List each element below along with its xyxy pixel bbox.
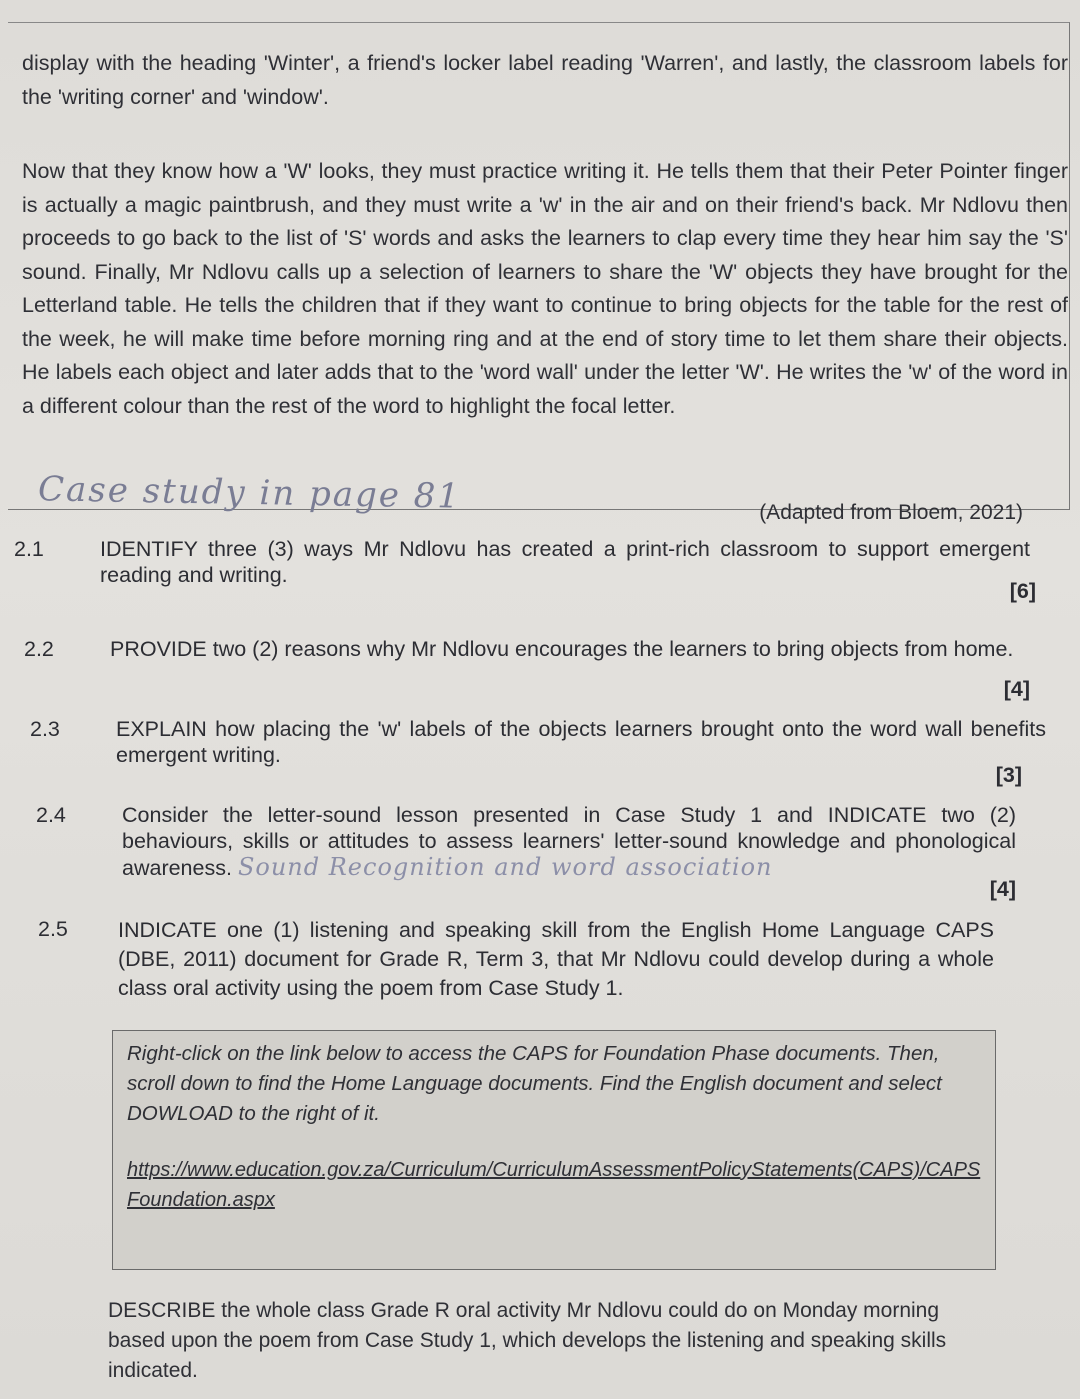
- question-marks: [3]: [995, 763, 1022, 787]
- question-2-5: [38, 916, 996, 1006]
- question-text: INDICATE one (1) listening and speaking skill from the English Home Language CAPS (DBE, 2011) document for Grade R, Term 3, that Mr Ndlovu could develop during a whole class oral activity using the poem from Case Study 1.: [118, 918, 994, 1000]
- question-text: [122, 802, 1016, 881]
- instruction-text: Right-click on the link below to access the CAPS for Foundation Phase documents. Then, scroll down to find the Home Language documents. Find the English document and select DOWLOAD to the right of it.: [127, 1042, 942, 1125]
- source-citation: (Adapted from Bloem, 2021): [759, 501, 1023, 524]
- paragraph-text: display with the heading 'Winter', a friend's locker label reading 'Warren', and lastly, the classroom labels for the 'writing corner' and 'window'.: [22, 51, 1068, 109]
- instruction-box: [112, 1030, 996, 1270]
- paragraph-text: Now that they know how a 'W' looks, they must practice writing it. He tells them that their Peter Pointer finger is actually a magic paintbrush, and they must write a 'w' in the air and on their friend's back. Mr Ndlovu then proceeds to go back to the list of 'S' words and asks the learners to clap every time they hear him say the 'S' sound. Finally, Mr Ndlovu calls up a selection of learners to share the 'W' objects they have brought for the Letterland table. He tells the children that if they want to continue to bring objects for the table for the rest of the week, he will make time before morning ring and at the end of story time to let them share their objects. He labels each object and later adds that to the 'word wall' under the letter 'W'. He writes the 'w' of the word in a different colour than the rest of the word to highlight the focal letter.: [22, 159, 1068, 418]
- question-marks: [6]: [1009, 579, 1036, 603]
- question-text: IDENTIFY three (3) ways Mr Ndlovu has created a print-rich classroom to support emergent reading and writing.: [100, 537, 1030, 587]
- question-marks: [4]: [989, 877, 1016, 901]
- question-text-content: Consider the letter-sound lesson presented in Case Study 1 and INDICATE two (2) behaviours, skills or attitudes to assess learners' letter-sound knowledge and phonological awareness.: [122, 803, 1016, 880]
- question-marks: [4]: [1003, 677, 1030, 701]
- handwritten-note: Case study in page 81: [37, 469, 462, 517]
- handwritten-answer: Sound Recognition and word association: [237, 853, 773, 881]
- question-number: 2.4: [36, 803, 66, 827]
- describe-task: DESCRIBE the whole class Grade R oral activity Mr Ndlovu could do on Monday morning based upon the poem from Case Study 1, which develops the listening and speaking skills indicated.: [108, 1299, 947, 1382]
- question-2-2: [24, 636, 1030, 702]
- question-2-4: [36, 802, 1016, 902]
- caps-documents-link[interactable]: https://www.education.gov.za/Curriculum/CurriculumAssessmentPolicyStatements(CAPS)/CAPSFoundation.aspx: [127, 1159, 981, 1211]
- question-number: 2.5: [38, 917, 68, 941]
- question-number: 2.1: [14, 537, 44, 561]
- question-text: EXPLAIN how placing the 'w' labels of the objects learners brought onto the word wall benefits emergent writing.: [116, 717, 1046, 767]
- case-study-paragraph-1: [22, 47, 1068, 114]
- case-study-paragraph-2: [22, 155, 1068, 423]
- question-2-1: [14, 536, 1036, 606]
- question-number: 2.2: [24, 637, 54, 661]
- question-number: 2.3: [30, 717, 60, 741]
- case-study-box: [8, 22, 1070, 524]
- question-2-3: [30, 716, 1046, 787]
- question-text: PROVIDE two (2) reasons why Mr Ndlovu encourages the learners to bring objects from home.: [110, 637, 1014, 661]
